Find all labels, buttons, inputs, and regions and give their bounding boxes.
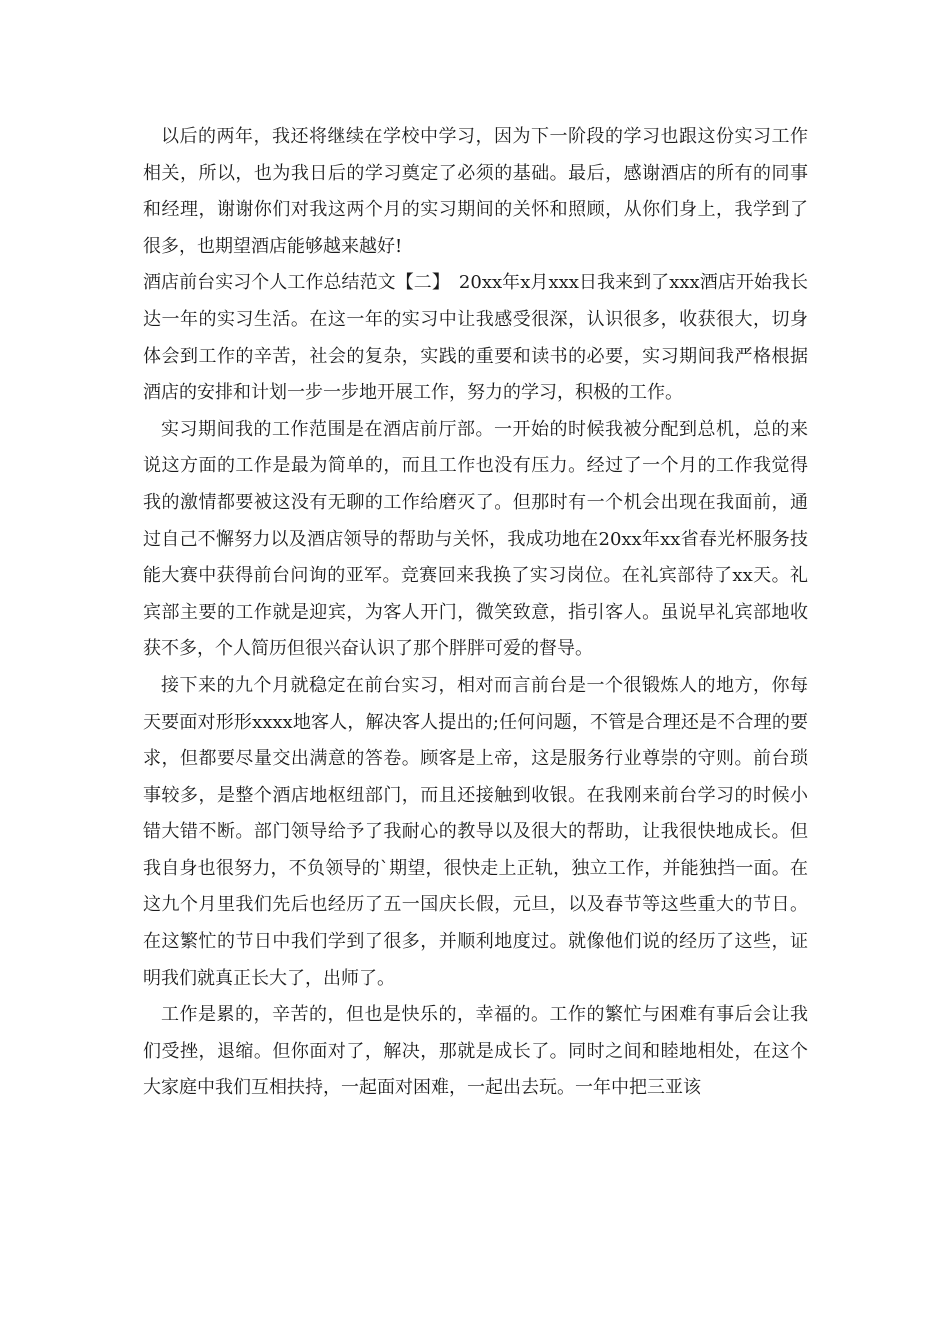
paragraph-front-office: 实习期间我的工作范围是在酒店前厅部。一开始的时候我被分配到总机，总的来说这方面的工作是最为简单的，而且工作也没有压力。经过了一个月的工作我觉得我的激情都要被这没有无聊的工作给磨灭了。但那时有一个机会出现在我面前，通过自己不懈努力以及酒店领导的帮助与关怀，我成功地在20xx年xx省春光杯服务技能大赛中获得前台问询的亚军。竞赛回来我换了实习岗位。在礼宾部待了xx天。礼宾部主要的工作就是迎宾，为客人开门，微笑致意，指引客人。虽说早礼宾部地收获不多，个人简历但很兴奋认识了那个胖胖可爱的督导。 — [143, 418, 808, 660]
paragraph-closing-thanks: 以后的两年，我还将继续在学校中学习，因为下一阶段的学习也跟这份实习工作相关，所以，也为我日后的学习奠定了必须的基础。最后，感谢酒店的所有的同事和经理，谢谢你们对我这两个月的实习期间的关怀和照顾，从你们身上，我学到了很多，也期望酒店能够越来越好! — [143, 126, 808, 257]
paragraph-section-two-intro: 酒店前台实习个人工作总结范文【二】 20xx年x月xxx日我来到了xxx酒店开始我长达一年的实习生活。在这一年的实习中让我感受很深，认识很多，收获很大，切身体会到工作的辛苦，社会的复杂，实践的重要和读书的必要，实习期间我严格根据酒店的安排和计划一步一步地开展工作，努力的学习，积极的工作。 — [143, 272, 808, 404]
paragraph-work-reflection: 工作是累的，辛苦的，但也是快乐的，幸福的。工作的繁忙与困难有事后会让我们受挫，退缩。但你面对了，解决，那就是成长了。同时之间和睦地相处，在这个大家庭中我们互相扶持，一起面对困难，一起出去玩。一年中把三亚该 — [143, 1004, 808, 1099]
paragraph-front-desk: 接下来的九个月就稳定在前台实习，相对而言前台是一个很锻炼人的地方，你每天要面对形形xxxx地客人，解决客人提出的;任何问题，不管是合理还是不合理的要求，但都要尽量交出满意的答卷。顾客是上帝，这是服务行业尊崇的守则。前台琐事较多，是整个酒店地枢纽部门，而且还接触到收银。在我刚来前台学习的时候小错大错不断。部门领导给予了我耐心的教导以及很大的帮助，让我很快地成长。但我自身也很努力，不负领导的`期望，很快走上正轨，独立工作，并能独挡一面。在这九个月里我们先后也经历了五一国庆长假，元旦，以及春节等这些重大的节日。在这繁忙的节日中我们学到了很多，并顺利地度过。就像他们说的经历了这些，证明我们就真正长大了，出师了。 — [143, 674, 808, 989]
document-body — [143, 119, 808, 1107]
